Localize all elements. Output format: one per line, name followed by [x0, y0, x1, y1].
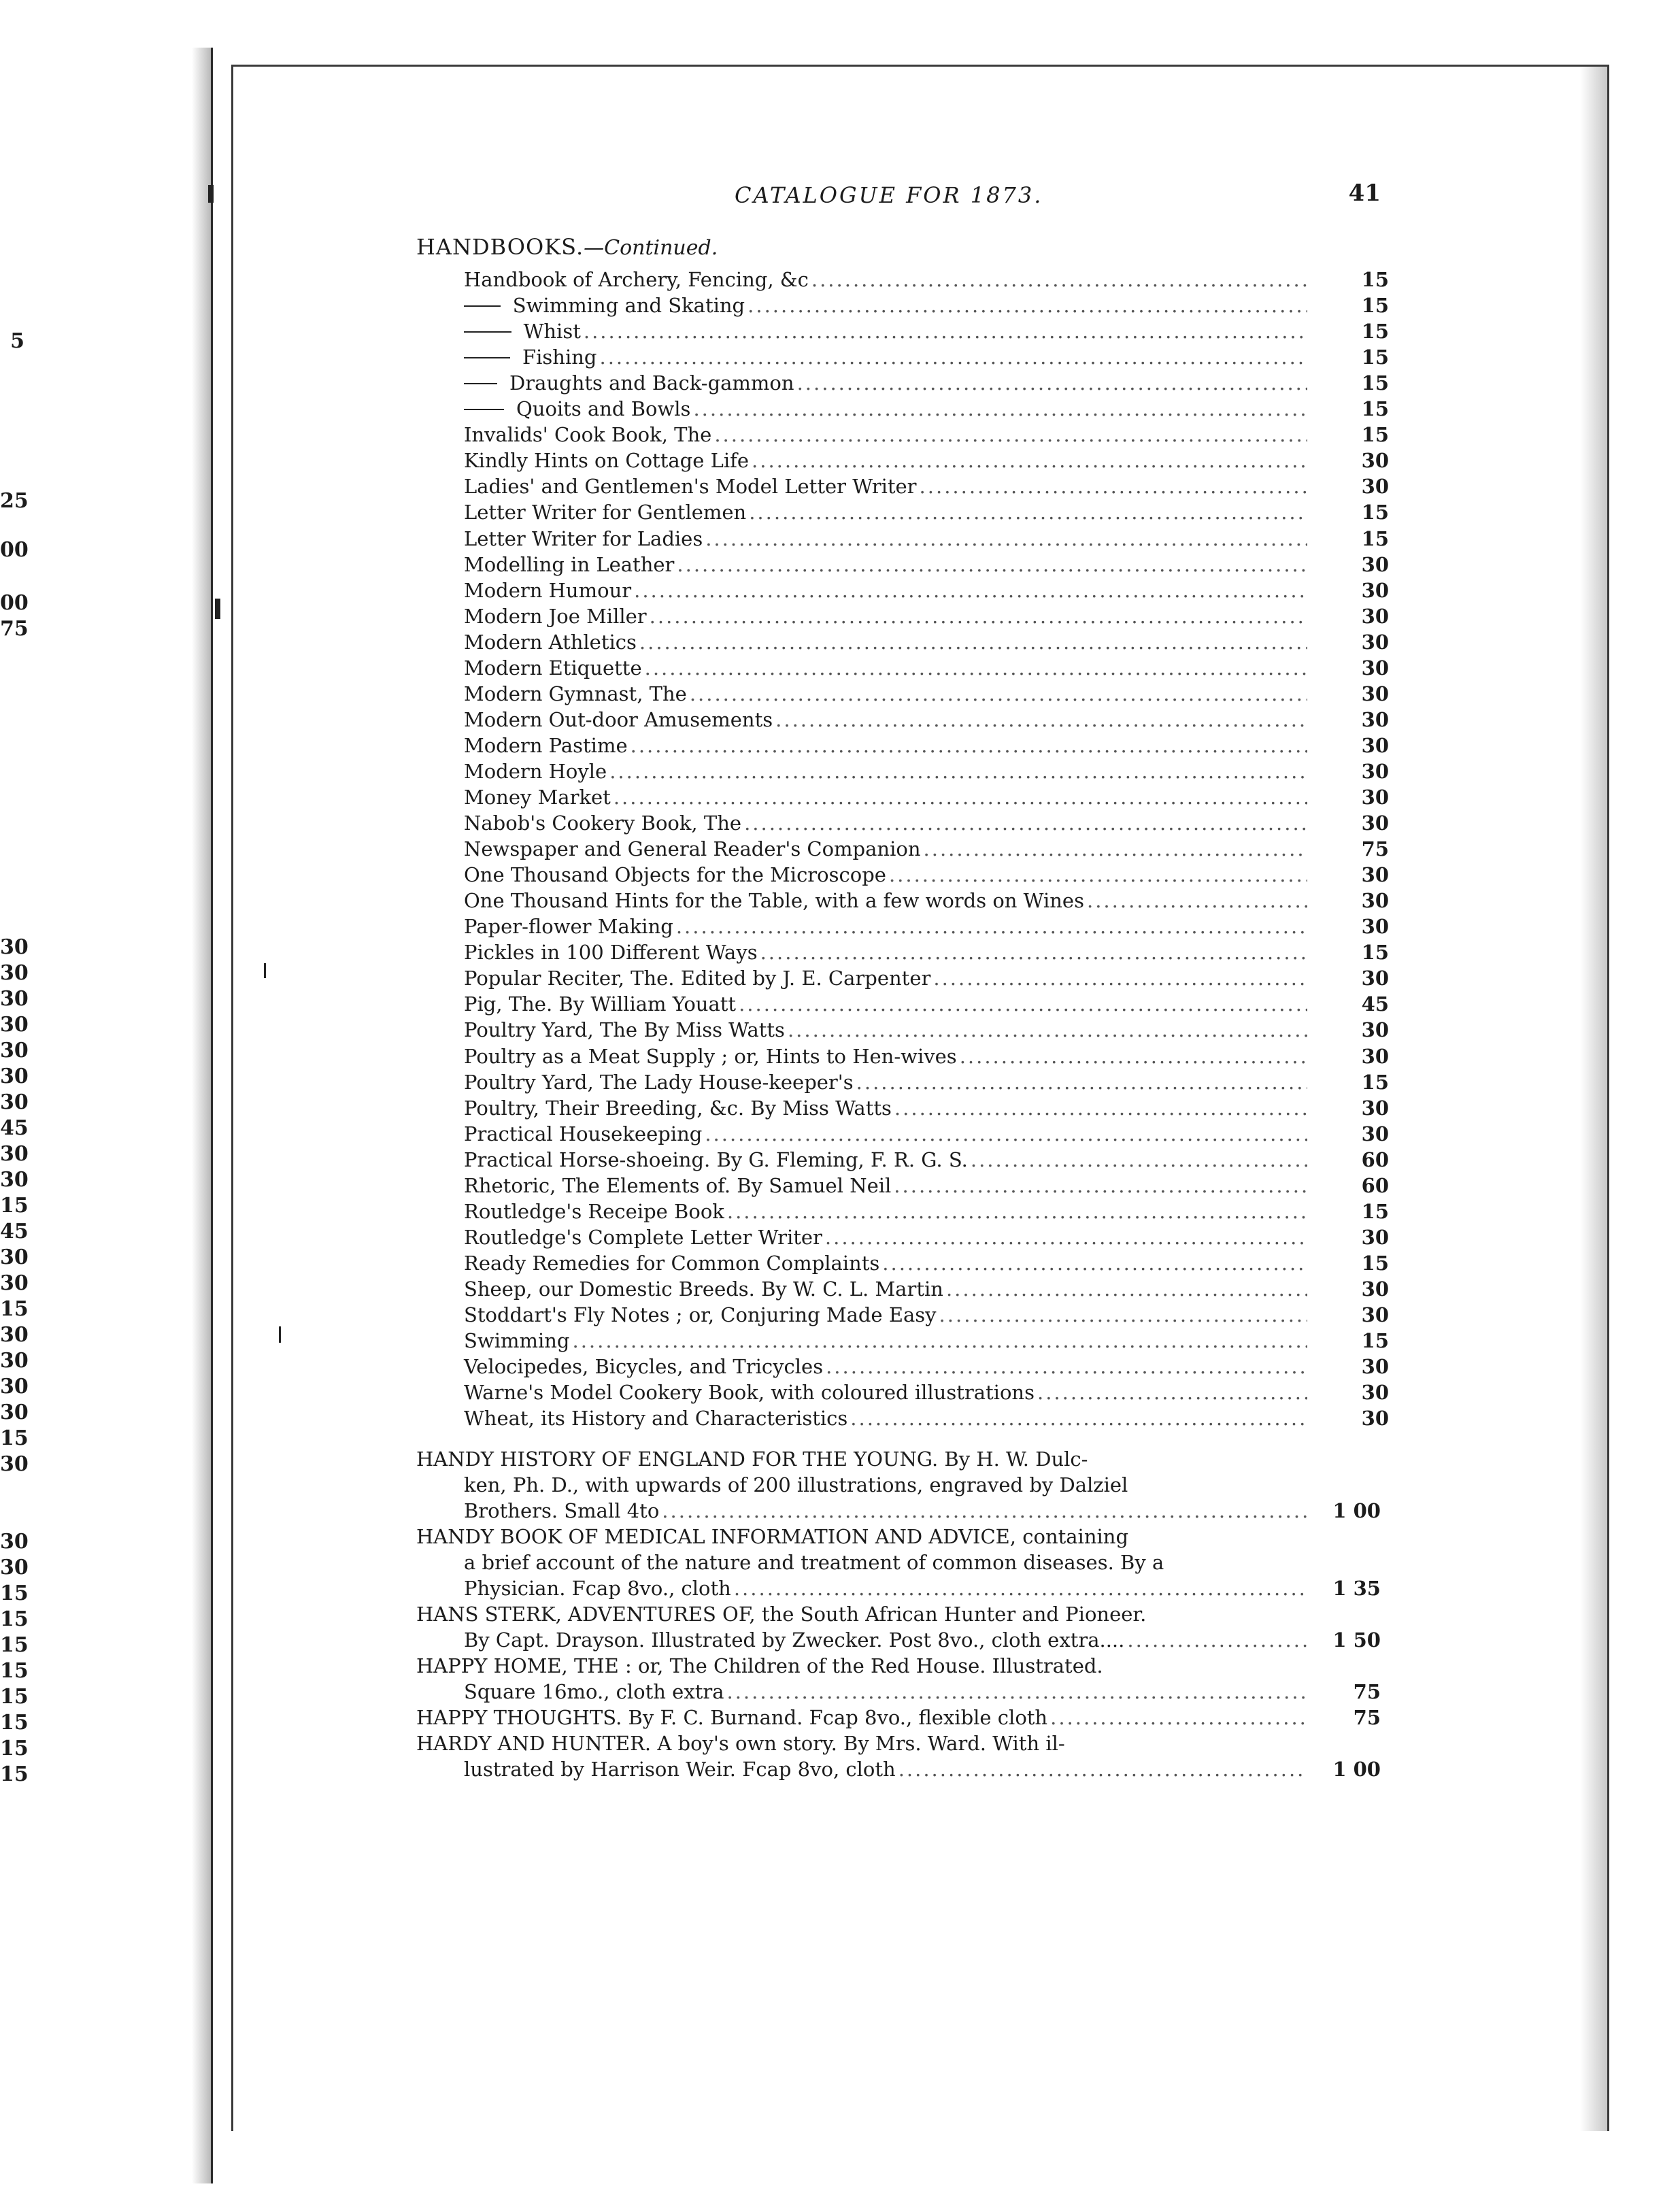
- book-listing-text: Square 16mo., cloth extra: [464, 1680, 724, 1703]
- dot-leader: [572, 1328, 1307, 1354]
- entry-price: 45: [1361, 992, 1389, 1016]
- entry-price: 30: [1361, 760, 1389, 783]
- dot-leader: [856, 1069, 1307, 1095]
- entry-title: Modern Etiquette: [464, 656, 642, 680]
- dot-leader: [734, 1575, 1307, 1601]
- catalogue-entry: [464, 965, 1389, 991]
- facing-page-price-fragment: 45: [0, 1116, 29, 1140]
- dot-leader: [662, 1498, 1307, 1524]
- catalogue-entry: [464, 1017, 1389, 1043]
- entry-price: 15: [1361, 346, 1389, 369]
- catalogue-entry: [464, 1224, 1389, 1250]
- facing-page-price-fragment: 25: [0, 489, 29, 513]
- entry-title: Modern Hoyle: [464, 760, 607, 783]
- entry-title: Practical Housekeeping: [464, 1122, 703, 1145]
- dot-leader: [826, 1354, 1307, 1379]
- catalogue-entry: [464, 1069, 1389, 1095]
- dot-leader: [939, 1302, 1307, 1328]
- book-listing-line: [416, 1575, 1381, 1601]
- gutter-mark: [215, 599, 220, 619]
- dot-leader: [1050, 1705, 1307, 1730]
- entry-title: Swimming and Skating: [512, 294, 745, 317]
- entry-title: Routledge's Receipe Book: [464, 1200, 724, 1223]
- entry-price: 30: [1361, 915, 1389, 938]
- facing-page-price-fragment: 30: [0, 1013, 29, 1037]
- book-listing-text: HANDY HISTORY OF ENGLAND FOR THE YOUNG. By H. W. Dulc-: [416, 1447, 1088, 1471]
- catalogue-entry: [464, 758, 1389, 784]
- book-listing-line: [416, 1498, 1381, 1524]
- facing-page-price-fragment: 00: [0, 591, 29, 615]
- book-price: 75: [1353, 1680, 1381, 1703]
- entry-price: 30: [1361, 682, 1389, 705]
- dot-leader: [650, 603, 1307, 629]
- book-price: 1 00: [1332, 1499, 1381, 1522]
- entry-title: Whist: [523, 320, 581, 343]
- dot-leader: [727, 1679, 1308, 1705]
- book-listing-line: [416, 1756, 1381, 1782]
- dot-leader: [946, 1276, 1307, 1302]
- entry-price: 15: [1361, 1329, 1389, 1352]
- book-listing-line: [416, 1601, 1307, 1627]
- catalogue-entry: [464, 603, 1389, 629]
- entry-price: 30: [1361, 889, 1389, 912]
- entry-price: 15: [1361, 941, 1389, 964]
- book-listing-text: HANDY BOOK OF MEDICAL INFORMATION AND ADVICE, containing: [416, 1525, 1129, 1548]
- entry-price: 15: [1361, 527, 1389, 550]
- dot-leader: [775, 707, 1307, 733]
- book-price: 1 50: [1332, 1628, 1381, 1652]
- entry-title: Practical Horse-shoeing. By G. Fleming, F. R. G. S.: [464, 1148, 968, 1171]
- book-listing-line: [416, 1705, 1381, 1730]
- dot-leader: [609, 758, 1307, 784]
- page-number: 41: [1348, 180, 1381, 207]
- facing-page-price-fragment: 30: [0, 1323, 29, 1347]
- catalogue-entry: [464, 370, 1389, 396]
- book-listing-text: HAPPY THOUGHTS. By F. C. Burnand. Fcap 8vo., flexible cloth: [416, 1706, 1048, 1729]
- ditto-rule: [464, 305, 501, 307]
- facing-page-price-fragment: 30: [0, 1142, 29, 1166]
- dot-leader: [676, 914, 1307, 939]
- dot-leader: [749, 499, 1307, 525]
- catalogue-entry: [464, 862, 1389, 888]
- catalogue-entry: [464, 888, 1389, 914]
- section-heading-title: HANDBOOKS.: [416, 234, 584, 260]
- entry-price: 30: [1361, 786, 1389, 809]
- facing-page-price-fragment: 30: [0, 1530, 29, 1554]
- dot-leader: [714, 422, 1307, 448]
- entry-title: One Thousand Hints for the Table, with a few words on Wines: [464, 889, 1084, 912]
- entry-title: Fishing: [522, 346, 597, 369]
- catalogue-entry: [464, 396, 1389, 422]
- book-listing-text: ken, Ph. D., with upwards of 200 illustrations, engraved by Dalziel: [464, 1473, 1128, 1496]
- catalogue-entry: [464, 1043, 1389, 1069]
- facing-page-price-fragment: 15: [0, 1685, 29, 1709]
- book-listing-line: [416, 1653, 1307, 1679]
- entry-price: 60: [1361, 1148, 1389, 1171]
- dot-leader: [825, 1224, 1307, 1250]
- book-listing-text: By Capt. Drayson. Illustrated by Zwecker. Post 8vo., cloth extra....: [464, 1628, 1125, 1652]
- dot-leader: [584, 318, 1307, 344]
- entry-price: 15: [1361, 268, 1389, 291]
- catalogue-entry: [464, 1328, 1389, 1354]
- entry-title: Modern Humour: [464, 579, 632, 602]
- book-listing-text: HANS STERK, ADVENTURES OF, the South African Hunter and Pioneer.: [416, 1603, 1147, 1626]
- catalogue-entry: [464, 1250, 1389, 1276]
- entry-price: 30: [1361, 967, 1389, 990]
- entry-title: Warne's Model Cookery Book, with coloured illustrations: [464, 1381, 1035, 1404]
- dot-leader: [645, 655, 1307, 681]
- book-listing-text: lustrated by Harrison Weir. Fcap 8vo, cloth: [464, 1758, 896, 1781]
- entry-title: Pickles in 100 Different Ways: [464, 941, 758, 964]
- dot-leader: [894, 1173, 1307, 1199]
- gutter-mark: [208, 185, 214, 203]
- facing-page-price-fragment: 15: [0, 1659, 29, 1683]
- entry-price: 15: [1361, 371, 1389, 395]
- dot-leader: [788, 1017, 1307, 1043]
- book-listing-text: a brief account of the nature and treatment of common diseases. By a: [464, 1551, 1164, 1574]
- facing-page-price-fragment: 30: [0, 1375, 29, 1399]
- entry-price: 75: [1361, 837, 1389, 860]
- facing-page-price-fragment: 15: [0, 1194, 29, 1218]
- entry-title: Modern Gymnast, The: [464, 682, 687, 705]
- book-listing-text: Physician. Fcap 8vo., cloth: [464, 1577, 731, 1600]
- entry-title: Poultry as a Meat Supply ; or, Hints to Hen-wives: [464, 1045, 957, 1068]
- entry-price: 30: [1361, 708, 1389, 731]
- dot-leader: [924, 836, 1307, 862]
- entry-price: 30: [1361, 734, 1389, 757]
- book-price: 75: [1353, 1706, 1381, 1729]
- dot-leader: [752, 448, 1307, 473]
- entry-title: Handbook of Archery, Fencing, &c: [464, 268, 809, 291]
- entry-title: Invalids' Cook Book, The: [464, 423, 712, 446]
- facing-page-price-fragment: 5: [10, 329, 24, 353]
- dot-leader: [1127, 1627, 1307, 1653]
- ditto-rule: [464, 357, 510, 358]
- dot-leader: [744, 810, 1307, 836]
- catalogue-entry: [464, 499, 1389, 525]
- catalogue-entry: [464, 655, 1389, 681]
- facing-page-price-fragment: 30: [0, 1168, 29, 1192]
- facing-page-price-fragment: 00: [0, 538, 29, 562]
- dot-leader: [705, 526, 1307, 552]
- dot-leader: [705, 1121, 1307, 1147]
- book-listing-line: [416, 1446, 1307, 1472]
- running-title: CATALOGUE FOR 1873.: [735, 182, 1043, 208]
- entry-title: Velocipedes, Bicycles, and Tricycles: [464, 1355, 824, 1378]
- entry-price: 15: [1361, 423, 1389, 446]
- catalogue-entry: [464, 707, 1389, 733]
- entry-title: Letter Writer for Ladies: [464, 527, 703, 550]
- catalogue-entry: [464, 344, 1389, 370]
- entry-price: 15: [1361, 1071, 1389, 1094]
- ditto-rule: [464, 383, 497, 384]
- entry-title: Kindly Hints on Cottage Life: [464, 449, 750, 472]
- entry-title: Routledge's Complete Letter Writer: [464, 1226, 822, 1249]
- catalogue-entry: [464, 526, 1389, 552]
- entry-title: Quoits and Bowls: [516, 397, 691, 420]
- dot-leader: [850, 1405, 1307, 1431]
- gutter-mark: [264, 963, 266, 978]
- entry-price: 30: [1361, 605, 1389, 628]
- section-heading: [416, 234, 718, 260]
- entry-title: Modern Joe Miller: [464, 605, 647, 628]
- catalogue-entry: [464, 1173, 1389, 1199]
- catalogue-entry: [464, 318, 1389, 344]
- dot-leader: [677, 552, 1307, 577]
- entry-price: 30: [1361, 1226, 1389, 1249]
- entry-title: Nabob's Cookery Book, The: [464, 811, 742, 835]
- dot-leader: [631, 733, 1307, 758]
- entry-title: Sheep, our Domestic Breeds. By W. C. L. Martin: [464, 1277, 943, 1301]
- dot-leader: [933, 965, 1307, 991]
- entry-price: 15: [1361, 1252, 1389, 1275]
- catalogue-entry: [464, 629, 1389, 655]
- entry-price: 30: [1361, 1303, 1389, 1326]
- facing-page-price-fragment: 30: [0, 1245, 29, 1269]
- entry-title: Money Market: [464, 786, 611, 809]
- entry-price: 30: [1361, 1045, 1389, 1068]
- book-listing-line: [416, 1550, 1307, 1575]
- entry-title: Stoddart's Fly Notes ; or, Conjuring Made Easy: [464, 1303, 937, 1326]
- catalogue-entry: [464, 1405, 1389, 1431]
- book-listing-line: [416, 1679, 1381, 1705]
- entry-price: 15: [1361, 294, 1389, 317]
- dot-leader: [634, 577, 1307, 603]
- catalogue-entry: [464, 448, 1389, 473]
- entry-title: One Thousand Objects for the Microscope: [464, 863, 886, 886]
- entry-price: 15: [1361, 397, 1389, 420]
- book-listing-text: HAPPY HOME, THE : or, The Children of the Red House. Illustrated.: [416, 1654, 1103, 1677]
- entry-price: 30: [1361, 1381, 1389, 1404]
- facing-page-price-fragment: 30: [0, 1065, 29, 1088]
- book-listing-text: HARDY AND HUNTER. A boy's own story. By Mrs. Ward. With il-: [416, 1732, 1065, 1755]
- dot-leader: [960, 1043, 1307, 1069]
- section-heading-continued: —Continued.: [584, 236, 718, 260]
- dot-leader: [920, 473, 1307, 499]
- catalogue-entry: [464, 1095, 1389, 1121]
- facing-page-price-fragment: 15: [0, 1607, 29, 1631]
- entry-price: 30: [1361, 449, 1389, 472]
- catalogue-entry: [464, 733, 1389, 758]
- entry-price: 30: [1361, 1122, 1389, 1145]
- book-listing-line: [416, 1472, 1307, 1498]
- entry-price: 30: [1361, 1018, 1389, 1041]
- catalogue-entry: [464, 292, 1389, 318]
- book-price: 1 35: [1332, 1577, 1381, 1600]
- catalogue-entry: [464, 784, 1389, 810]
- facing-page-price-fragment: 30: [0, 961, 29, 985]
- book-listing: [416, 1705, 1381, 1730]
- entry-price: 30: [1361, 1096, 1389, 1120]
- facing-page-price-fragment: 15: [0, 1762, 29, 1786]
- gutter-mark: [279, 1326, 281, 1343]
- entry-title: Poultry, Their Breeding, &c. By Miss Watts: [464, 1096, 892, 1120]
- book-listing: [416, 1524, 1381, 1601]
- book-listing-line: [416, 1627, 1381, 1653]
- book-listing-line: [416, 1730, 1307, 1756]
- spine-shadow: [192, 48, 211, 2183]
- entry-title: Popular Reciter, The. Edited by J. E. Carpenter: [464, 967, 931, 990]
- catalogue-entry: [464, 422, 1389, 448]
- entry-price: 30: [1361, 656, 1389, 680]
- dot-leader: [898, 1756, 1307, 1782]
- dot-leader: [811, 267, 1307, 292]
- catalogue-entry: [464, 577, 1389, 603]
- catalogue-entry: [464, 991, 1389, 1017]
- dot-leader: [747, 292, 1307, 318]
- catalogue-entry: [464, 1199, 1389, 1224]
- facing-page-price-fragment: 30: [0, 1090, 29, 1114]
- entry-price: 30: [1361, 811, 1389, 835]
- facing-page-price-fragment: 75: [0, 617, 29, 641]
- entry-price: 15: [1361, 320, 1389, 343]
- book-listing: [416, 1653, 1381, 1705]
- catalogue-entry: [464, 1302, 1389, 1328]
- book-listing-text: Brothers. Small 4to: [464, 1499, 660, 1522]
- entry-price: 30: [1361, 475, 1389, 498]
- dot-leader: [1037, 1379, 1307, 1405]
- book-listing-line: [416, 1524, 1307, 1550]
- entry-price: 30: [1361, 631, 1389, 654]
- facing-page-price-fragment: 30: [0, 1349, 29, 1373]
- facing-page-price-fragment: 45: [0, 1220, 29, 1243]
- entry-price: 30: [1361, 579, 1389, 602]
- catalogue-entry: [464, 836, 1389, 862]
- facing-page-price-fragment: 30: [0, 1401, 29, 1424]
- ditto-rule: [464, 409, 504, 410]
- entry-title: Newspaper and General Reader's Companion: [464, 837, 921, 860]
- facing-page-price-fragment: 15: [0, 1581, 29, 1605]
- dot-leader: [690, 681, 1307, 707]
- facing-page-edge: [0, 48, 213, 2183]
- entry-price: 30: [1361, 1407, 1389, 1430]
- catalogue-entry: [464, 810, 1389, 836]
- facing-page-price-fragment: 15: [0, 1426, 29, 1450]
- dot-leader: [1087, 888, 1307, 914]
- dot-leader: [739, 991, 1307, 1017]
- entry-title: Wheat, its History and Characteristics: [464, 1407, 848, 1430]
- dot-leader: [693, 396, 1307, 422]
- entry-title: Poultry Yard, The Lady House-keeper's: [464, 1071, 854, 1094]
- catalogue-entry: [464, 1121, 1389, 1147]
- dot-leader: [889, 862, 1307, 888]
- facing-page-price-fragment: 15: [0, 1633, 29, 1657]
- catalogue-entry: [464, 1147, 1389, 1173]
- entry-title: Modelling in Leather: [464, 553, 675, 576]
- entry-price: 30: [1361, 1355, 1389, 1378]
- entry-price: 30: [1361, 863, 1389, 886]
- entry-title: Poultry Yard, The By Miss Watts: [464, 1018, 785, 1041]
- dot-leader: [760, 939, 1307, 965]
- facing-page-price-fragment: 30: [0, 935, 29, 959]
- facing-page-price-fragment: 15: [0, 1711, 29, 1735]
- entry-title: Modern Out-door Amusements: [464, 708, 773, 731]
- catalogue-entry: [464, 552, 1389, 577]
- entry-price: 30: [1361, 1277, 1389, 1301]
- entry-title: Ladies' and Gentlemen's Model Letter Writer: [464, 475, 917, 498]
- facing-page-price-fragment: 30: [0, 1556, 29, 1579]
- entry-title: Letter Writer for Gentlemen: [464, 501, 747, 524]
- page-edge-shadow: [1580, 67, 1607, 2131]
- facing-page-price-fragment: 30: [0, 1039, 29, 1062]
- entry-title: Draughts and Back-gammon: [509, 371, 794, 395]
- dot-leader: [971, 1147, 1307, 1173]
- entry-title: Modern Athletics: [464, 631, 637, 654]
- catalogue-entry: [464, 914, 1389, 939]
- ditto-rule: [464, 331, 511, 333]
- book-listing: [416, 1601, 1381, 1653]
- book-listing: [416, 1446, 1381, 1524]
- catalogue-entry: [464, 473, 1389, 499]
- entry-title: Modern Pastime: [464, 734, 628, 757]
- facing-page-price-fragment: 30: [0, 987, 29, 1011]
- dot-leader: [600, 344, 1308, 370]
- catalogue-entry: [464, 1276, 1389, 1302]
- entry-price: 15: [1361, 501, 1389, 524]
- entry-title: Swimming: [464, 1329, 570, 1352]
- dot-leader: [797, 370, 1307, 396]
- facing-page-price-fragment: 30: [0, 1271, 29, 1295]
- facing-page-price-fragment: 30: [0, 1452, 29, 1476]
- entry-title: Pig, The. By William Youatt: [464, 992, 737, 1016]
- dot-leader: [882, 1250, 1307, 1276]
- entry-title: Paper-flower Making: [464, 915, 673, 938]
- entry-title: Ready Remedies for Common Complaints: [464, 1252, 880, 1275]
- catalogue-entry: [464, 1354, 1389, 1379]
- book-price: 1 00: [1332, 1758, 1381, 1781]
- book-listing: [416, 1730, 1381, 1782]
- dot-leader: [727, 1199, 1307, 1224]
- entry-price: 60: [1361, 1174, 1389, 1197]
- catalogue-entry: [464, 681, 1389, 707]
- entry-price: 15: [1361, 1200, 1389, 1223]
- catalogue-entry: [464, 1379, 1389, 1405]
- facing-page-price-fragment: 15: [0, 1297, 29, 1321]
- entry-price: 30: [1361, 553, 1389, 576]
- dot-leader: [894, 1095, 1307, 1121]
- catalogue-entry: [464, 267, 1389, 292]
- facing-page-price-fragment: 15: [0, 1737, 29, 1760]
- dot-leader: [639, 629, 1307, 655]
- entry-title: Rhetoric, The Elements of. By Samuel Neil: [464, 1174, 892, 1197]
- dot-leader: [614, 784, 1307, 810]
- catalogue-entry: [464, 939, 1389, 965]
